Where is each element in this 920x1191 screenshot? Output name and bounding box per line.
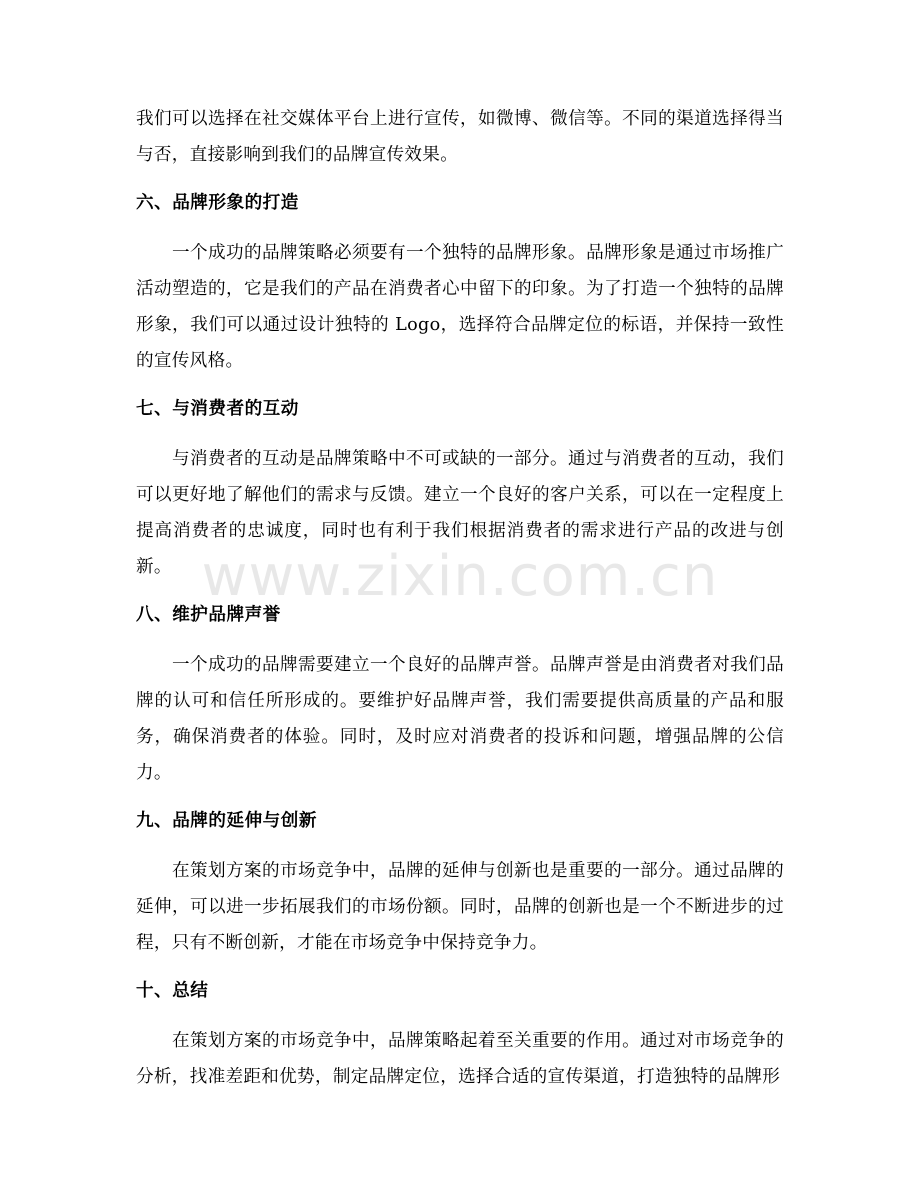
section-heading-9: 九、品牌的延伸与创新 <box>136 811 317 831</box>
section-paragraph-7: 与消费者的互动是品牌策略中不可或缺的一部分。通过与消费者的互动，我们可以更好地了解他们的需求与反馈。建立一个良好的客户关系，可以在一定程度上提高消费者的忠诚度，同时也有利于我们根据消费者的需求进行产品的改进与创新。 <box>136 449 784 577</box>
section-heading-7: 七、与消费者的互动 <box>136 399 299 419</box>
intro-paragraph: 我们可以选择在社交媒体平台上进行宣传，如微博、微信等。不同的渠道选择得当与否，直接影响到我们的品牌宣传效果。 <box>136 109 784 165</box>
section-paragraph-9: 在策划方案的市场竞争中，品牌的延伸与创新也是重要的一部分。通过品牌的延伸，可以进一步拓展我们的市场份额。同时，品牌的创新也是一个不断进步的过程，只有不断创新，才能在市场竞争中保持竞争力。 <box>136 861 784 953</box>
section-heading-6: 六、品牌形象的打造 <box>136 193 299 213</box>
section-paragraph-8: 一个成功的品牌需要建立一个良好的品牌声誉。品牌声誉是由消费者对我们品牌的认可和信任所形成的。要维护好品牌声誉，我们需要提供高质量的产品和服务，确保消费者的体验。同时，及时应对消费者的投诉和问题，增强品牌的公信力。 <box>136 655 784 783</box>
section-paragraph-10: 在策划方案的市场竞争中，品牌策略起着至关重要的作用。通过对市场竞争的分析，找准差距和优势，制定品牌定位，选择合适的宣传渠道，打造独特的品牌形 <box>136 1031 784 1087</box>
watermark-text: www.zixin.com.cn <box>201 544 719 609</box>
section-paragraph-6: 一个成功的品牌策略必须要有一个独特的品牌形象。品牌形象是通过市场推广活动塑造的，它是我们的产品在消费者心中留下的印象。为了打造一个独特的品牌形象，我们可以通过设计独特的 Logo，选择符合品牌定位的标语，并保持一致性的宣传风格。 <box>136 243 784 371</box>
document-body <box>136 101 784 1095</box>
section-heading-8: 八、维护品牌声誉 <box>136 605 281 625</box>
section-heading-10: 十、总结 <box>136 981 209 1001</box>
